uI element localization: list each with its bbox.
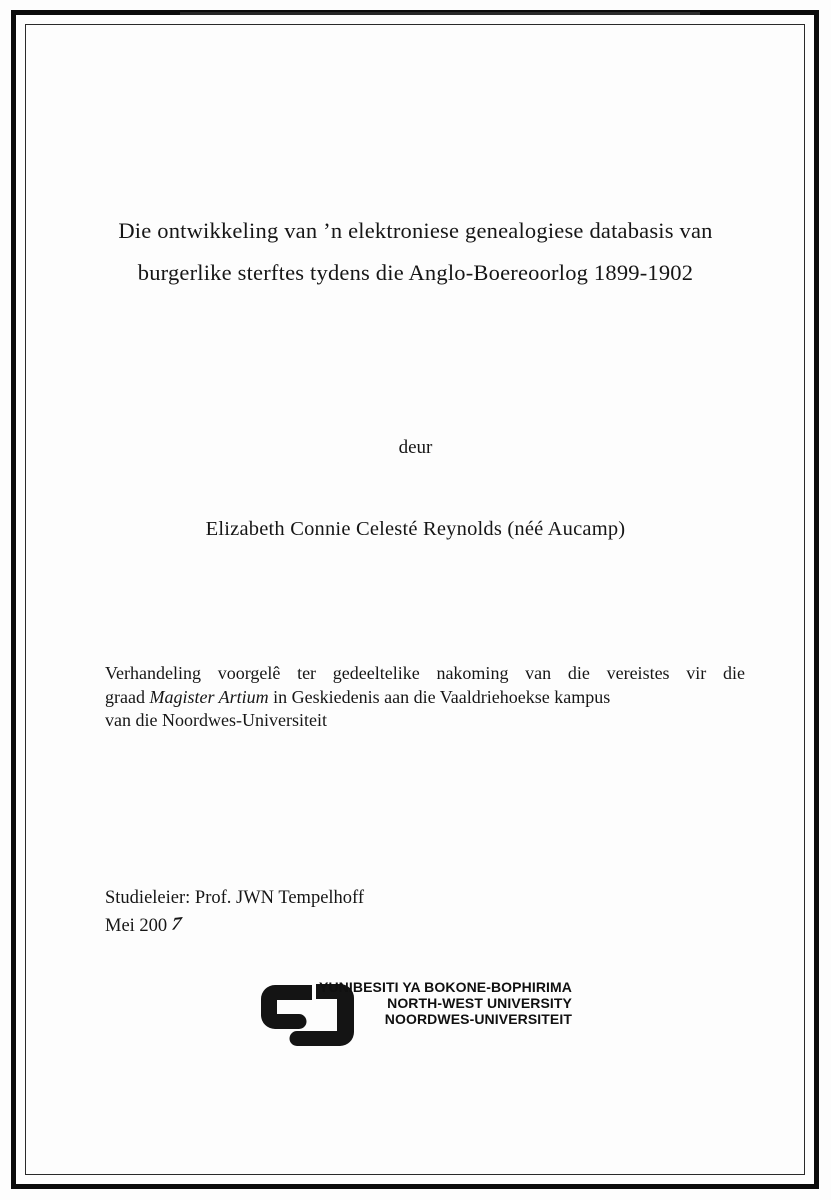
- supervisor-line: Studieleier: Prof. JWN Tempelhoff: [105, 888, 365, 908]
- date-line: [105, 912, 364, 940]
- university-logo: [0, 975, 831, 1055]
- date-last-digit: 7: [168, 914, 185, 936]
- degree-statement-line2-post: in Geskiedenis aan die Vaaldriehoekse kampus: [268, 686, 611, 707]
- supervisor-and-date: [105, 884, 364, 940]
- degree-statement: [105, 662, 745, 733]
- degree-statement-line3: van die Noordwes-Universiteit: [105, 710, 327, 730]
- logo-text-english: NORTH-WEST UNIVERSITY: [387, 995, 572, 1011]
- logo-text-setswana: YUNIBESITI YA BOKONE-BOPHIRIMA: [319, 979, 572, 995]
- thesis-title-line2: burgerlike sterftes tydens die Anglo-Boereoorlog 1899-1902: [137, 260, 694, 285]
- byline-label: deur: [398, 437, 433, 458]
- thesis-title: [60, 210, 771, 294]
- author-name: Elizabeth Connie Celesté Reynolds (néé Aucamp): [205, 518, 626, 540]
- university-logo-text: [300, 979, 572, 1027]
- degree-statement-line1: Verhandeling voorgelê ter gedeeltelike nakoming van die vereistes vir die: [105, 663, 745, 683]
- thesis-title-line1: Die ontwikkeling van ’n elektroniese genealogiese databasis van: [118, 218, 713, 243]
- logo-text-afrikaans: NOORDWES-UNIVERSITEIT: [384, 1011, 572, 1027]
- date-prefix: Mei 200: [105, 916, 168, 936]
- degree-name-italic: Magister Artium: [149, 686, 269, 707]
- degree-statement-line2: [105, 687, 610, 707]
- degree-statement-line2-pre: graad: [105, 686, 150, 707]
- scan-artifact: [180, 12, 700, 15]
